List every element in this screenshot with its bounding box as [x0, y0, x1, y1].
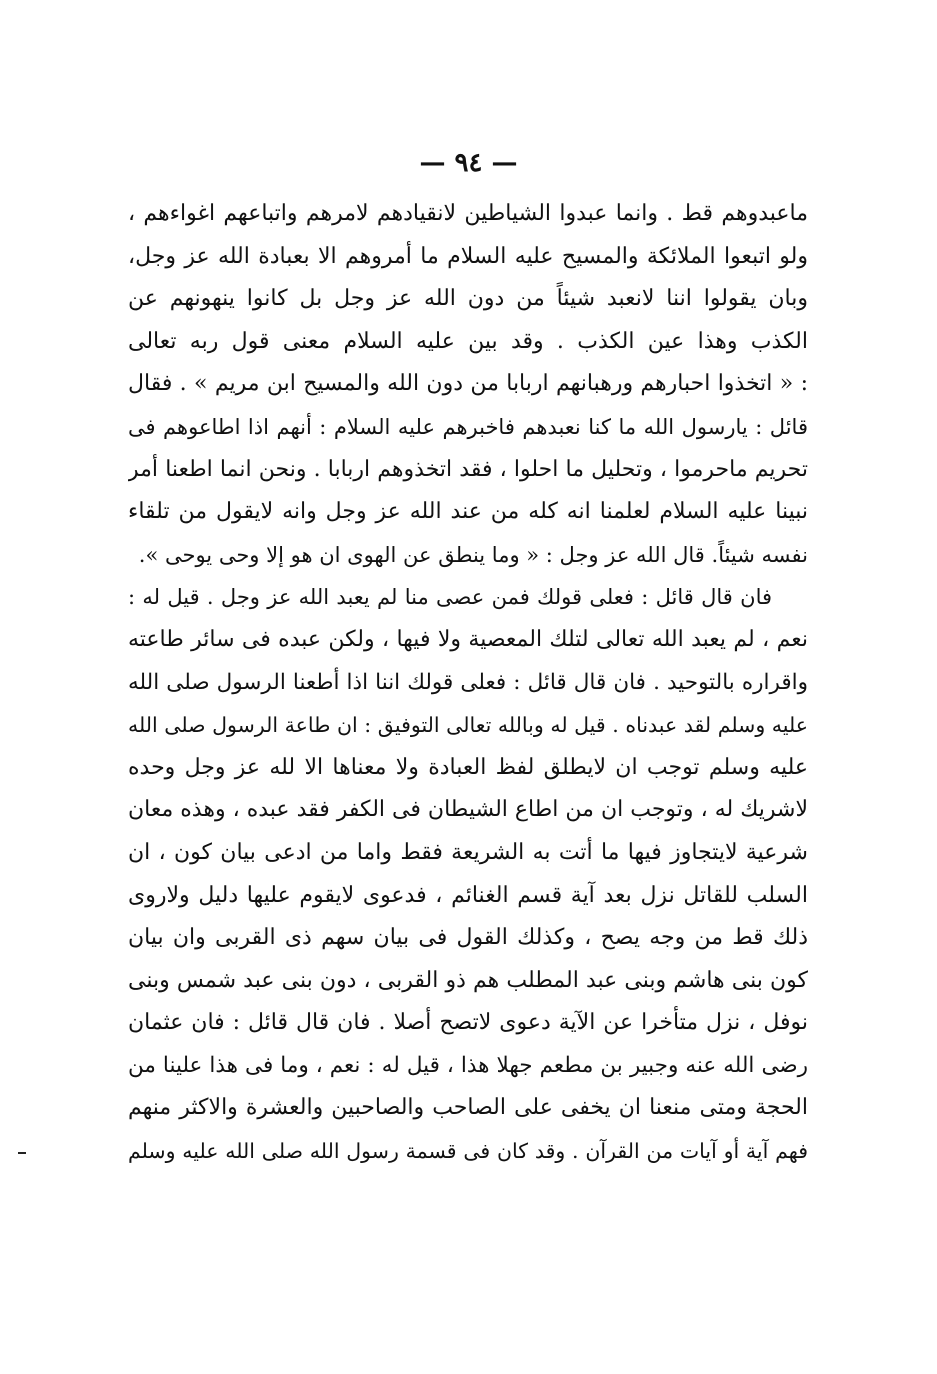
- text-line: : « اتخذوا احبارهم ورهبانهم اربابا من دون الله والمسيح ابن مريم » . فقال: [128, 371, 808, 397]
- text-line: الحجة ومتى منعنا ان يخفى على الصاحب والصاحبين والعشرة والاكثر منهم: [128, 1095, 808, 1121]
- text-line: عليه وسلم توجب ان لايطلق لفظ العبادة ولا معناها الا لله عز وجل وحده: [128, 754, 808, 780]
- text-line: لاشريك له ، وتوجب ان من اطاع الشيطان فى الكفر فقد عبده ، وهذه معان: [128, 797, 808, 823]
- text-line: نبينا عليه السلام لعلمنا انه كله من عند الله عز وجل وانه لايقول من تلقاء: [128, 499, 808, 525]
- text-line: نوفل ، نزل متأخرا عن الآية دعوى لاتصح أصلا . فان قال قائل : فان عثمان: [128, 1010, 808, 1036]
- body-text: [128, 193, 808, 1173]
- text-line: نعم ، لم يعبد الله تعالى لتلك المعصية ولا فيها ، ولكن عبده فى سائر طاعته: [128, 626, 808, 652]
- text-line: الكذب وهذا عين الكذب . وقد بين عليه السلام معنى قول ربه تعالى: [128, 328, 808, 354]
- text-line: شرعية لايتجاوز فيها ما أتت به الشريعة فقط واما من ادعى بيان كون ، ان: [128, 839, 808, 865]
- text-line: واقراره بالتوحيد . فان قال قائل : فعلى قولك اننا اذا أطعنا الرسول صلى الله: [128, 669, 808, 695]
- text-line: ولو اتبعوا الملائكة والمسيح عليه السلام ما أمروهم الا بعبادة الله عز وجل،: [128, 243, 808, 269]
- text-line: ذلك قط من وجه يصح ، وكذلك القول فى بيان سهم ذى القربى وان بيان: [128, 925, 808, 951]
- text-line: نفسه شيئاً. قال الله عز وجل : « وما ينطق عن الهوى ان هو إلا وحى يوحى ».: [138, 542, 808, 567]
- page-number: — ٩٤ —: [419, 148, 518, 178]
- text-line: عليه وسلم لقد عبدناه . قيل له وبالله تعالى التوفيق : ان طاعة الرسول صلى الله: [128, 713, 808, 738]
- text-line: كون بنى هاشم وبنى عبد المطلب هم ذو القربى ، دون بنى عبد شمس وبنى: [128, 967, 808, 993]
- text-line: وبان يقولوا اننا لانعبد شيئاً من دون الله عز وجل بل كانوا ينهونهم عن: [128, 286, 808, 312]
- text-line: تحريم ماحرموا ، وتحليل ما احلوا ، فقد اتخذوهم اربابا . ونحن انما اطعنا أمر: [128, 456, 808, 482]
- text-line: رضى الله عنه وجبير بن مطعم جهلا هذا ، قيل له : نعم ، وما فى هذا علينا من: [128, 1052, 808, 1078]
- text-line: فهم آية أو آيات من القرآن . وقد كان فى قسمة رسول الله صلى الله عليه وسلم: [128, 1139, 808, 1164]
- text-line: ماعبدوهم قط . وانما عبدوا الشياطين لانقيادهم لامرهم واتباعهم اغواءهم ،: [128, 201, 808, 226]
- margin-mark: [18, 1152, 26, 1154]
- text-line: السلب للقاتل نزل بعد آية قسم الغنائم ، فدعوى لايقوم عليها دليل ولاروى: [128, 882, 808, 908]
- text-line: قائل : يارسول الله ما كنا نعبدهم فاخبرهم عليه السلام : أنهم اذا اطاعوهم فى: [128, 414, 808, 439]
- paragraph-start-line: فان قال قائل : فعلى قولك فمن عصى منا لم يعبد الله عز وجل . قيل له :: [128, 585, 772, 610]
